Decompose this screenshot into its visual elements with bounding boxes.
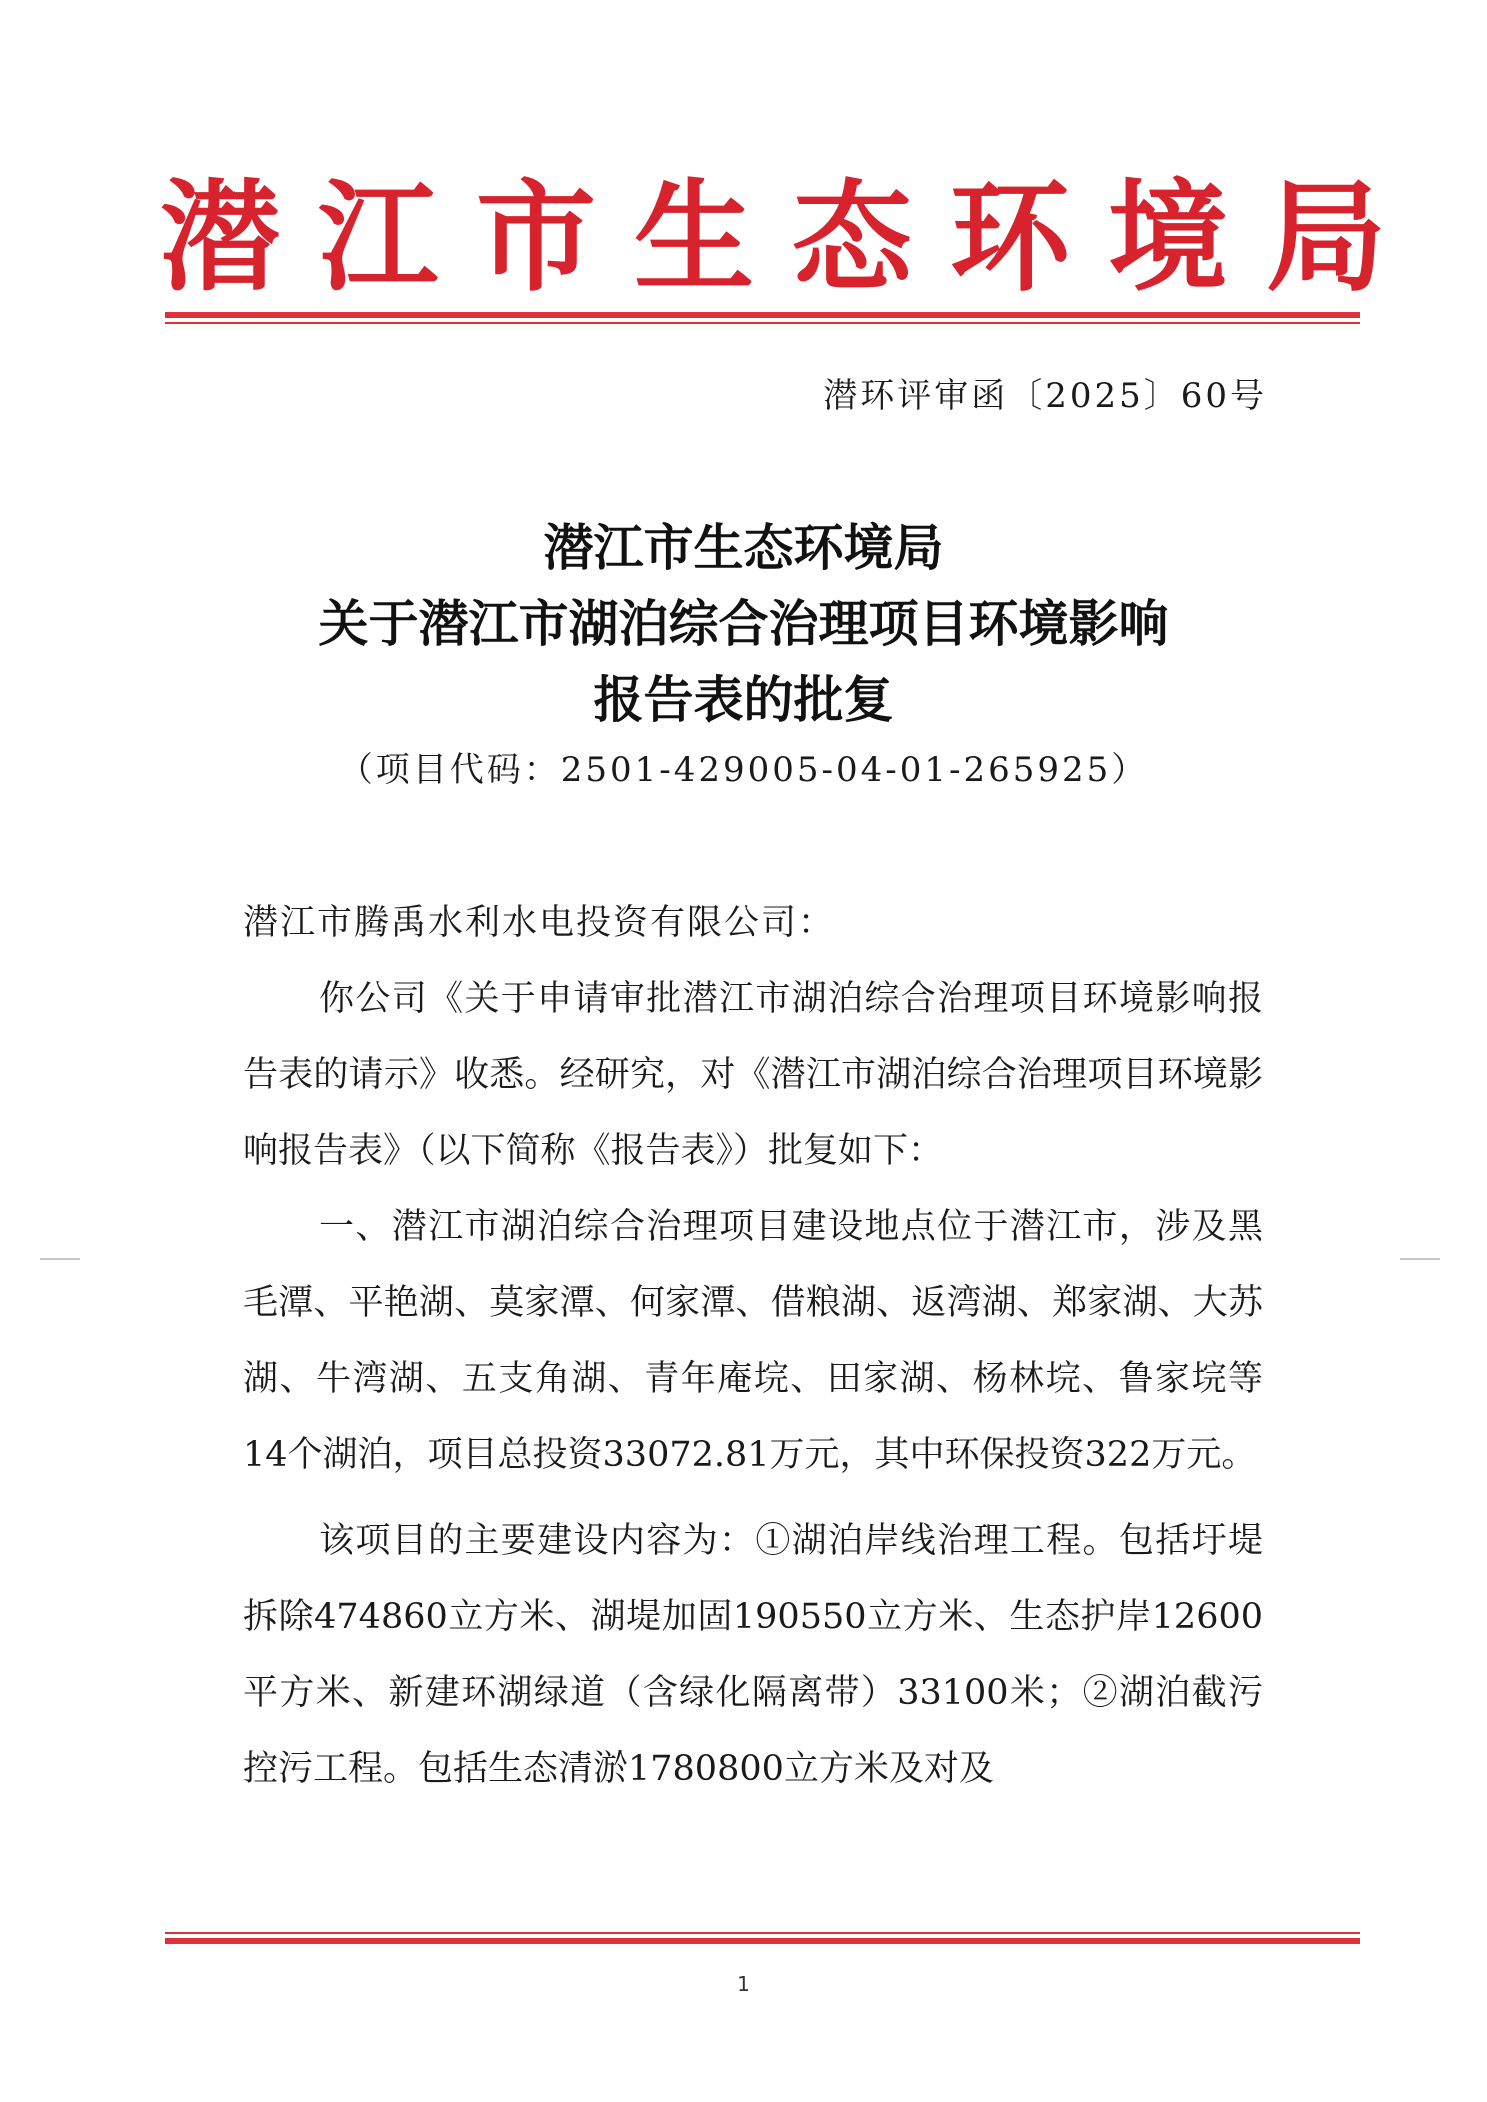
rule-thin-line <box>165 1932 1360 1934</box>
document-title-line-2: 关于潜江市湖泊综合治理项目环境影响 <box>318 594 1169 653</box>
salutation: 潜江市腾禹水利水电投资有限公司： <box>243 903 836 943</box>
scan-artifact-right <box>1400 1258 1440 1260</box>
body-paragraph-2: 一、潜江市湖泊综合治理项目建设地点位于潜江市，涉及黑毛潭、平艳湖、莫家潭、何家潭、借粮湖、返湾湖、郑家湖、大苏湖、牛湾湖、五支角湖、青年庵垸、田家湖、杨林垸、鲁家垸等14个湖泊，项目总投资33072.81万元，其中环保投资322万元。 <box>243 1207 1263 1475</box>
letterhead-red-rule <box>165 312 1360 324</box>
document-body <box>243 885 1263 1807</box>
body-paragraph-3: 该项目的主要建设内容为：①湖泊岸线治理工程。包括圩堤拆除474860立方米、湖堤加固190550立方米、生态护岸12600平方米、新建环湖绿道（含绿化隔离带）33100米；②湖泊截污控污工程。包括生态清淤1780800立方米及对及 <box>243 1521 1263 1789</box>
project-code: （项目代码：2501-429005-04-01-265925） <box>338 750 1149 790</box>
body-paragraph-1: 你公司《关于申请审批潜江市湖泊综合治理项目环境影响报告表的请示》收悉。经研究，对《潜江市湖泊综合治理项目环境影响报告表》（以下简称《报告表》）批复如下： <box>243 979 1263 1171</box>
letterhead-issuer: 潜江市生态环境局 <box>160 167 1424 308</box>
rule-thin-line <box>165 322 1360 324</box>
rule-thick-line <box>165 1938 1360 1944</box>
document-number: 潜环评审函〔2025〕60号 <box>823 376 1267 416</box>
scan-artifact-left <box>40 1258 80 1260</box>
footer-red-rule <box>165 1932 1360 1944</box>
document-title-line-1: 潜江市生态环境局 <box>543 518 944 577</box>
document-title-line-3: 报告表的批复 <box>593 670 894 729</box>
page-number: 1 <box>737 1972 750 1996</box>
rule-thick-line <box>165 312 1360 318</box>
